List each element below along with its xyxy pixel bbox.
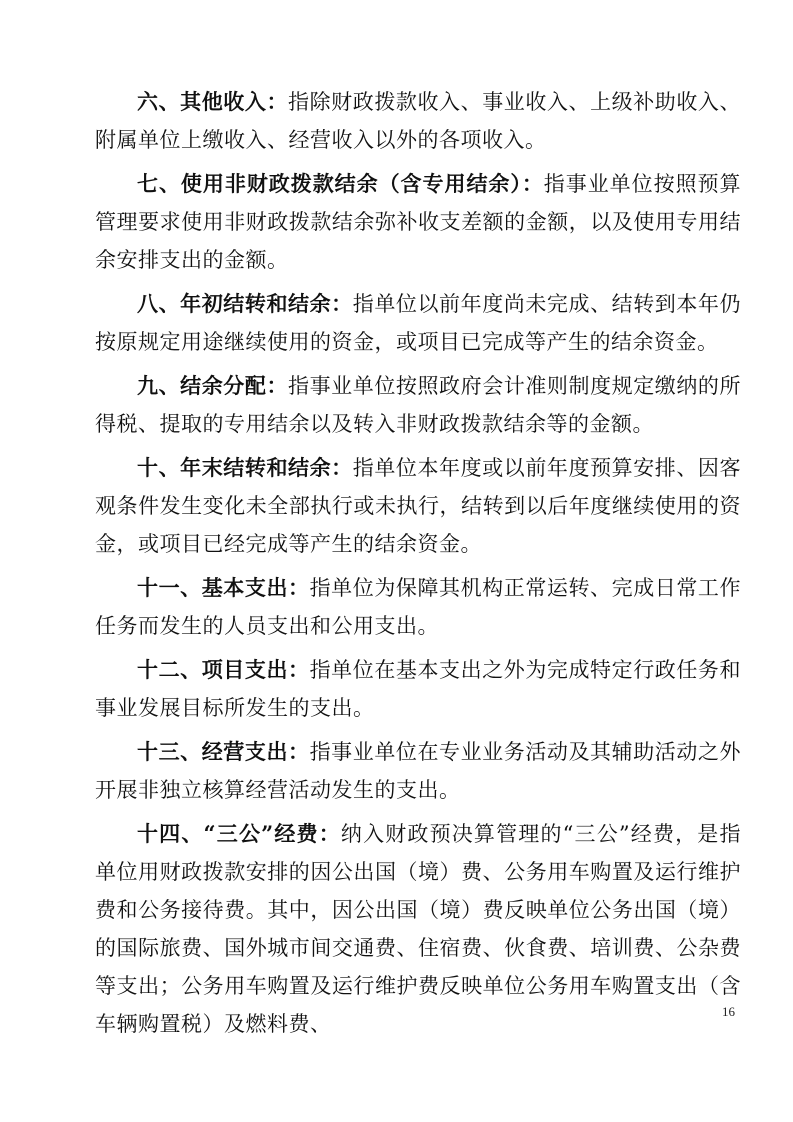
paragraph-heading: 六、其他收入：	[137, 89, 289, 114]
paragraph-heading: 十一、基本支出：	[137, 575, 310, 600]
paragraph-other-income	[95, 83, 741, 159]
paragraph-heading: 十、年末结转和结余：	[137, 455, 353, 480]
paragraph-project-expenditure	[95, 651, 741, 727]
paragraph-basic-expenditure	[95, 569, 741, 645]
document-body	[95, 83, 741, 1049]
paragraph-heading: 十三、经营支出：	[137, 739, 310, 764]
paragraph-non-fiscal-surplus-use	[95, 165, 741, 279]
paragraph-heading: 十二、项目支出：	[137, 657, 310, 682]
paragraph-text: 指单位以前年度尚未完成、结转到本年仍按原规定用途继续使用的资金，或项目已完成等产生的结余资金。	[95, 292, 742, 354]
paragraph-text: 指除财政拨款收入、事业收入、上级补助收入、附属单位上缴收入、经营收入以外的各项收入。	[95, 90, 742, 152]
paragraph-text: 指事业单位在专业业务活动及其辅助活动之外开展非独立核算经营活动发生的支出。	[95, 740, 741, 802]
paragraph-text: 纳入财政预决算管理的“三公”经费，是指单位用财政拨款安排的因公出国（境）费、公务用车购置及运行维护费和公务接待费。其中，因公出国（境）费反映单位公务出国（境）的国际旅费、国外城市间交通费、住宿费、伙食费、培训费、公杂费等支出；公务用车购置及运行维护费反映单位公务用车购置支出（含车辆购置税）及燃料费、	[95, 822, 741, 1036]
paragraph-text: 指事业单位按照政府会计准则制度规定缴纳的所得税、提取的专用结余以及转入非财政拨款结余等的金额。	[95, 374, 742, 436]
paragraph-text: 指单位为保障其机构正常运转、完成日常工作任务而发生的人员支出和公用支出。	[95, 576, 741, 638]
paragraph-operating-expenditure	[95, 733, 741, 809]
paragraph-text: 指事业单位按照预算管理要求使用非财政拨款结余弥补收支差额的金额，以及使用专用结余安排支出的金额。	[95, 172, 741, 272]
page-number: 16	[722, 1004, 735, 1019]
paragraph-heading: 七、使用非财政拨款结余（含专用结余）：	[137, 171, 544, 196]
paragraph-year-end-carryover	[95, 449, 741, 563]
paragraph-heading: 八、年初结转和结余：	[137, 291, 353, 316]
paragraph-three-public-expenses	[95, 815, 741, 1043]
paragraph-beginning-carryover	[95, 285, 741, 361]
paragraph-heading: 九、结余分配：	[137, 373, 289, 398]
paragraph-text: 指单位本年度或以前年度预算安排、因客观条件发生变化未全部执行或未执行，结转到以后年度继续使用的资金，或项目已经完成等产生的结余资金。	[95, 456, 742, 556]
paragraph-heading: 十四、“三公”经费：	[137, 821, 341, 846]
paragraph-surplus-distribution	[95, 367, 741, 443]
paragraph-text: 指单位在基本支出之外为完成特定行政任务和事业发展目标所发生的支出。	[95, 658, 741, 720]
